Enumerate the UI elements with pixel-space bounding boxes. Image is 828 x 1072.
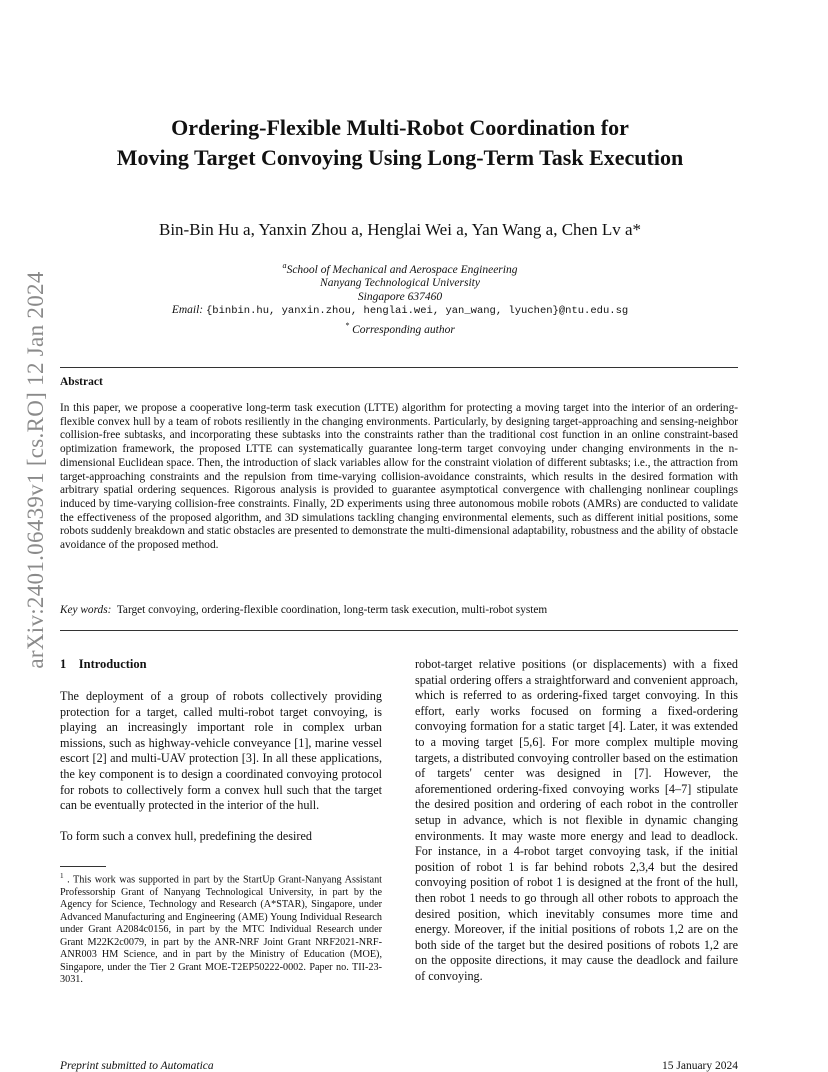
footnote-rule [60, 866, 106, 867]
section-title: Introduction [78, 657, 147, 671]
intro-paragraph-1: The deployment of a group of robots collectively providing protection for a target, called multi-robot target convoying, is playing an increasingly important role in complex urban missions, such as highway-vehicle conveyance [1], marine vessel escort [2] and multi-UAV protection [3]. In all these applications, the key component is to design a coordinated convoying protocol for robots to collectively form a convex hull such that the target can be eventually protected in the interior of the hull. [60, 689, 382, 813]
author-list: Bin-Bin Hu a, Yanxin Zhou a, Henglai Wei a, Yan Wang a, Chen Lv a* [158, 220, 642, 239]
affiliation-university: Nanyang Technological University [320, 277, 480, 290]
footnote [60, 870, 382, 987]
keywords-label: Key words: [60, 604, 112, 616]
footer-left: Preprint submitted to Automatica [60, 1060, 214, 1072]
left-column [60, 689, 382, 844]
affiliation-block [60, 259, 740, 337]
title-line-2: Moving Target Convoying Using Long-Term Task Execution [116, 145, 684, 170]
title-line-1: Ordering-Flexible Multi-Robot Coordination for [171, 115, 629, 140]
affiliation-school: School of Mechanical and Aerospace Engineering [286, 263, 518, 276]
abstract-heading: Abstract [60, 376, 103, 388]
right-column [415, 657, 738, 984]
right-column-text: robot-target relative positions (or displacements) with a fixed spatial ordering offers a straightforward and convenient approach, which is referred to as ordering-fixed target convoying. In this effort, early works focused on forming a fixed-ordering convoying formation for a static target [4]. Later, it was extended to a moving target [5,6]. For more complex multiple moving targets, a distributed convoying controller based on the estimation of targets' center was designed in [7]. However, the aforementioned ordering-fixed convoying works [4–7] stipulate the desired position and ordering of each robot in the controller setup in advance, which is not flexible in dynamic changing environments. It may waste more energy and lead to deadlock. For instance, in a 4-robot target convoying task, if the initial position of robot 1 is far behind robots 2,3,4 but the desired convoying position of robot 1 is designed at the front of the hull, then robot 1 needs to go through all other robots to approach the desired position, which inevitably consumes more time and energy. Moreover, if the initial positions of robots 1,2 are on the both side of the target but the desired positions of robots 1,2 are on the opposite directions, it may cause the deadlock and failure of convoying. [415, 657, 738, 983]
email-label: Email: [171, 304, 204, 317]
email-addresses: {binbin.hu, yanxin.zhou, henglai.wei, yan_wang, lyuchen}@ntu.edu.sg [206, 305, 629, 318]
affiliation-sup: a [282, 261, 287, 270]
section-heading [60, 657, 147, 672]
abstract-top-rule [60, 367, 738, 368]
footnote-text: . This work was supported in part by the StartUp Grant-Nanyang Assistant Professorship Grant of Nanyang Technological University, in part by the Agency for Science, Technology and Research (A*STAR), Singapore, under Advanced Manufacturing and Engineering (AME) Young Individual Research under Grant A2084c0156, in part by the MTC Individual Research under Grant M22K2c0079, in part by the ANR-NRF Joint Grant NRF2021-NRF-ANR003 HM Science, and in part by the Ministry of Education (MOE), Singapore, under the Tier 2 Grant MOE-T2EP50222-0002. Paper no. TII-23-3031. [60, 874, 382, 986]
section-number: 1 [60, 657, 67, 671]
abstract-bottom-rule [60, 630, 738, 631]
corresponding-sup: * [345, 320, 350, 330]
arxiv-id: arXiv:2401.06439v1 [cs.RO] 12 Jan 2024 [23, 271, 48, 669]
keywords-line [60, 604, 738, 616]
keywords-text: Target convoying, ordering-flexible coordination, long-term task execution, multi-robot system [116, 604, 548, 616]
affiliation-city: Singapore 637460 [357, 290, 443, 303]
footer-date: 15 January 2024 [661, 1060, 738, 1072]
paper-title [60, 113, 740, 173]
corresponding-author: Corresponding author [352, 323, 455, 336]
abstract-text: In this paper, we propose a cooperative long-term task execution (LTTE) algorithm for protecting a moving target into the interior of an ordering-flexible convex hull by a team of robots resiliently in the changing environments. Particularly, by designing target-approaching and sensing-neighbor collision-free subtasks, and incorporating these subtasks into the constraints rather than the traditional cost function in an online constraint-based optimization framework, the proposed LTTE can systematically guarantee long-term target convoying under changing environments in the n-dimensional Euclidean space. Then, the introduction of slack variables allow for the constraint violation of different subtasks; i.e., the attraction from target-approaching constraints and the repulsion from time-varying collision-avoidance constraints, which results in the desired formation with arbitrary spatial ordering sequences. Rigorous analysis is provided to guarantee asymptotical convergence with challenging nonlinear couplings induced by time-varying collision-free constraints. Finally, 2D experiments using three autonomous mobile robots (AMRs) are conducted to validate the effectiveness of the proposed algorithm, and 3D simulations tackling changing environmental elements, such as different initial positions, some robots suddenly breakdown and static obstacles are presented to demonstrate the multi-dimensional adaptability, robustness and the ability of obstacle avoidance of the proposed method. [60, 402, 738, 552]
intro-paragraph-2-start: To form such a convex hull, predefining the desired [60, 828, 312, 843]
footnote-mark: 1 [60, 872, 64, 880]
